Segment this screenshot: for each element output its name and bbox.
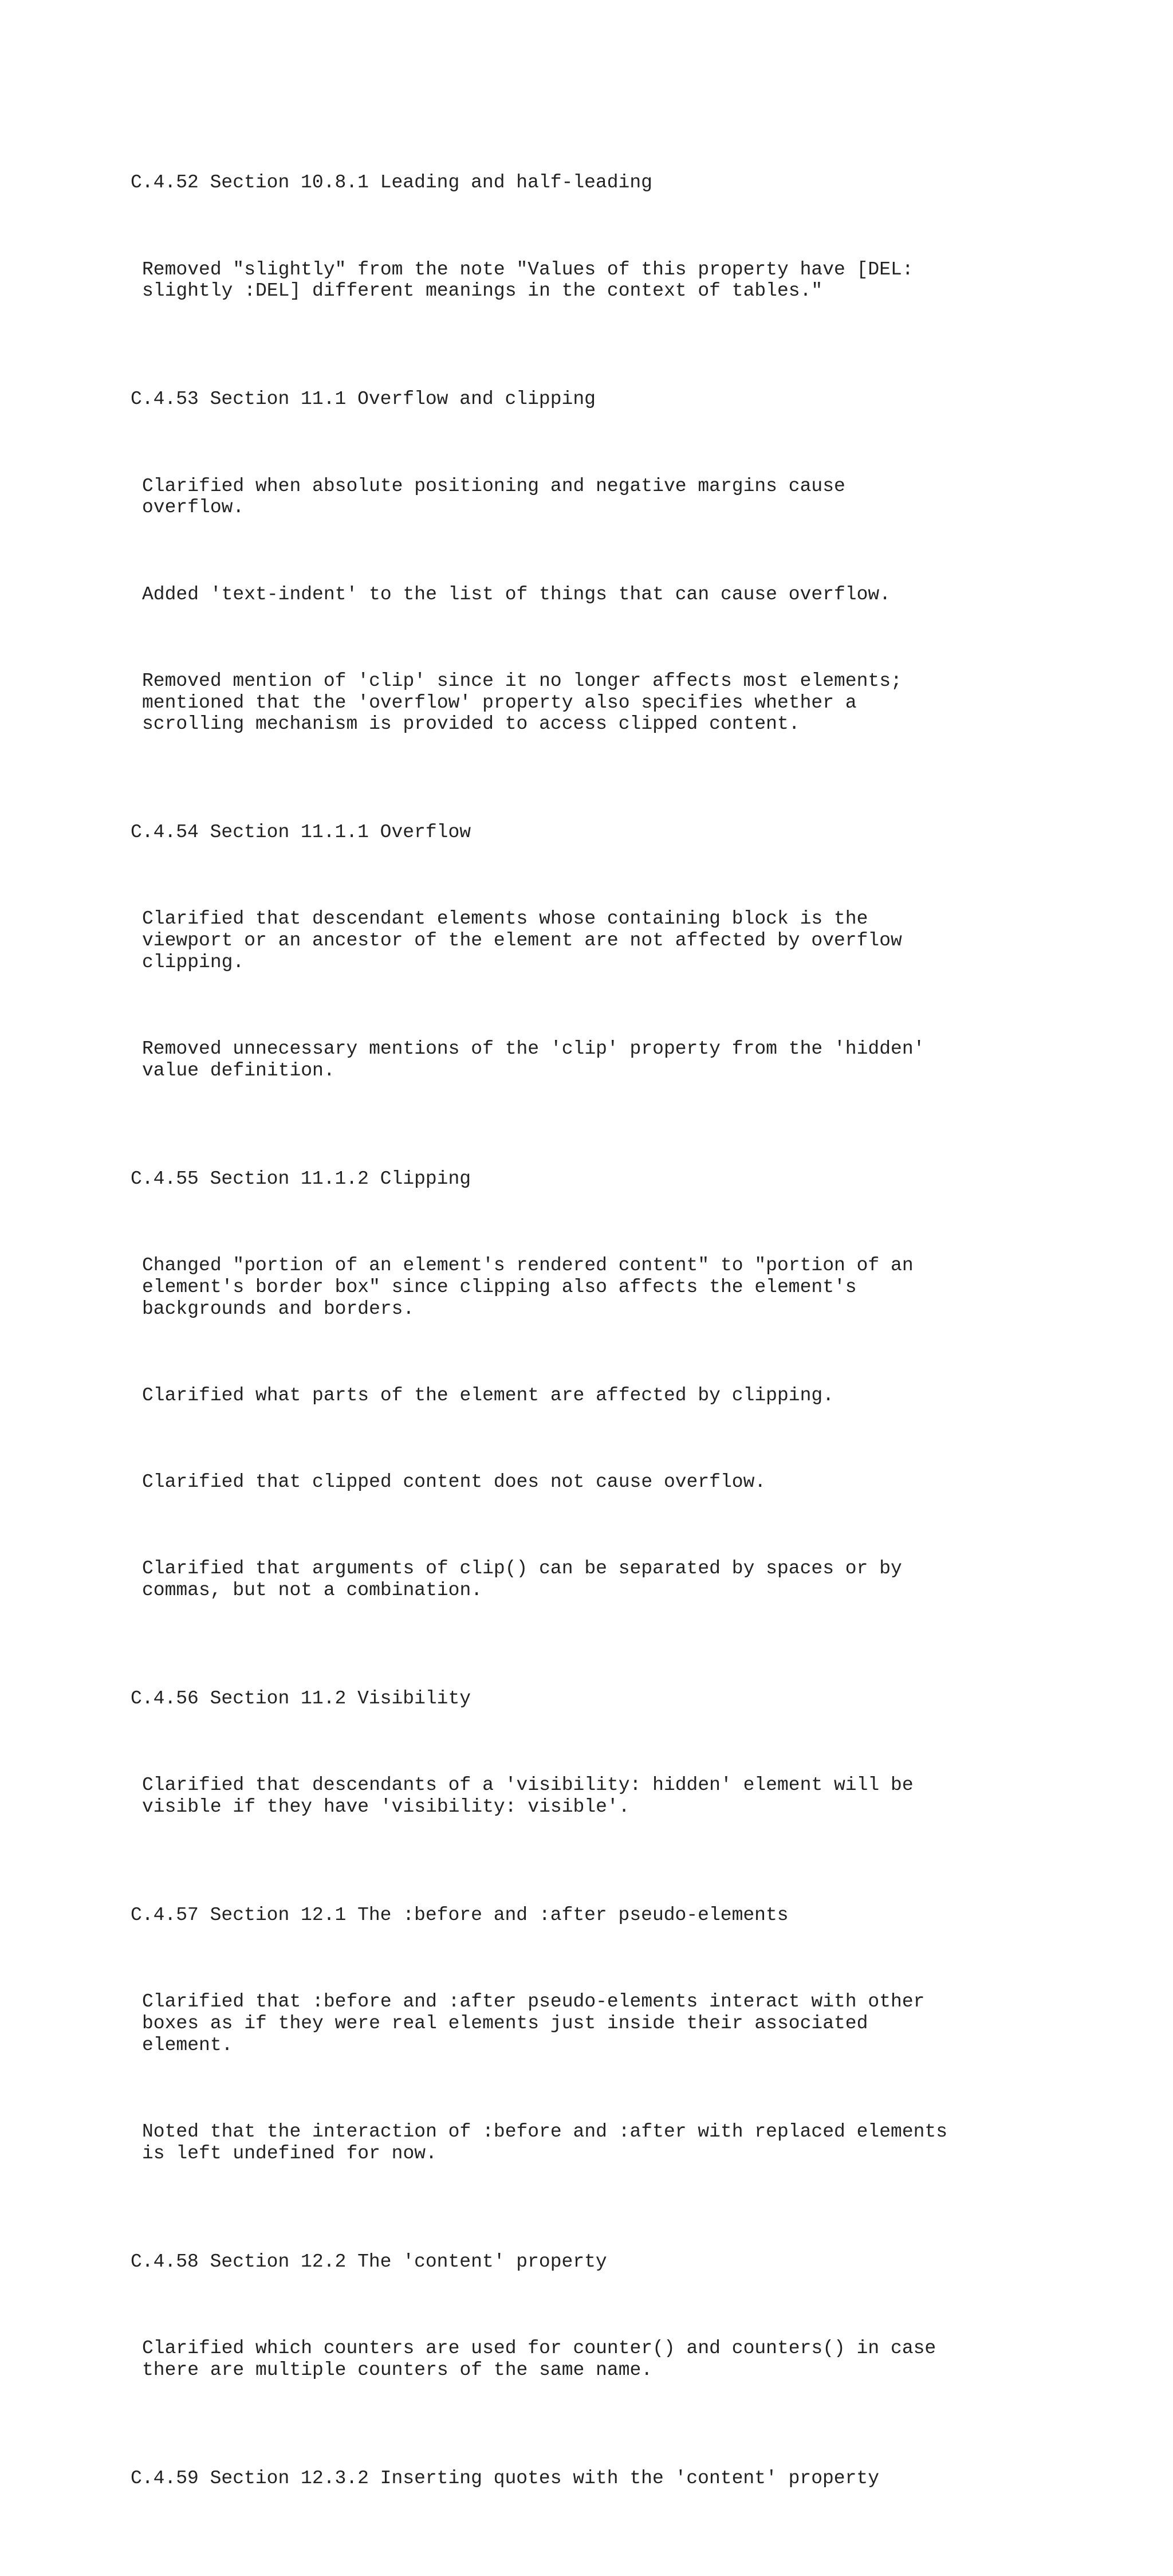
section-paragraph: Removed mention of 'clip' since it no longer affects most elements; mentioned that the 'overflow' property also specifies whether a scrolling mechanism is provided to access clipped content.: [142, 670, 902, 735]
section-paragraph: Clarified what parts of the element are affected by clipping.: [142, 1385, 834, 1407]
section-paragraph: Clarified when absolute positioning and negative margins cause overflow.: [142, 475, 845, 519]
section-heading-c4-52: C.4.52 Section 10.8.1 Leading and half-leading: [131, 172, 652, 194]
section-paragraph: Clarified that clipped content does not cause overflow.: [142, 1471, 766, 1493]
section-heading-c4-56: C.4.56 Section 11.2 Visibility: [131, 1688, 471, 1710]
section-paragraph: Clarified that arguments of clip() can be separated by spaces or by commas, but not a combination.: [142, 1558, 902, 1601]
section-heading-c4-55: C.4.55 Section 11.1.2 Clipping: [131, 1168, 471, 1190]
section-paragraph: Changed "portion of an element's rendered content" to "portion of an element's border box" since clipping also affects the element's backgrounds and borders.: [142, 1255, 914, 1320]
section-paragraph: Removed unnecessary mentions of the 'clip' property from the 'hidden' value definition.: [142, 1038, 925, 1082]
section-heading-c4-57: C.4.57 Section 12.1 The :before and :after pseudo-elements: [131, 1904, 789, 1926]
section-paragraph: Clarified which counters are used for counter() and counters() in case there are multiple counters of the same name.: [142, 2338, 936, 2381]
section-paragraph: Clarified that descendant elements whose containing block is the viewport or an ancestor of the element are not affected by overflow clipping.: [142, 908, 902, 973]
section-paragraph: Clarified that :before and :after pseudo-elements interact with other boxes as if they were real elements just inside their associated element.: [142, 1991, 925, 2056]
section-heading-c4-58: C.4.58 Section 12.2 The 'content' property: [131, 2251, 607, 2272]
section-paragraph: Added 'text-indent' to the list of things that can cause overflow.: [142, 583, 891, 605]
changes-list: [131, 107, 1150, 2576]
section-heading-c4-53: C.4.53 Section 11.1 Overflow and clipping: [131, 388, 596, 410]
section-paragraph: Removed "slightly" from the note "Values of this property have [DEL: slightly :DEL] different meanings in the context of tables.": [142, 258, 914, 302]
section-paragraph: Noted that the interaction of :before and :after with replaced elements is left undefined for now.: [142, 2121, 948, 2164]
section-heading-c4-59: C.4.59 Section 12.3.2 Inserting quotes with the 'content' property: [131, 2467, 880, 2489]
section-heading-c4-54: C.4.54 Section 11.1.1 Overflow: [131, 822, 471, 843]
section-paragraph: Clarified that descendants of a 'visibility: hidden' element will be visible if they have 'visibility: visible'.: [142, 1774, 914, 1818]
